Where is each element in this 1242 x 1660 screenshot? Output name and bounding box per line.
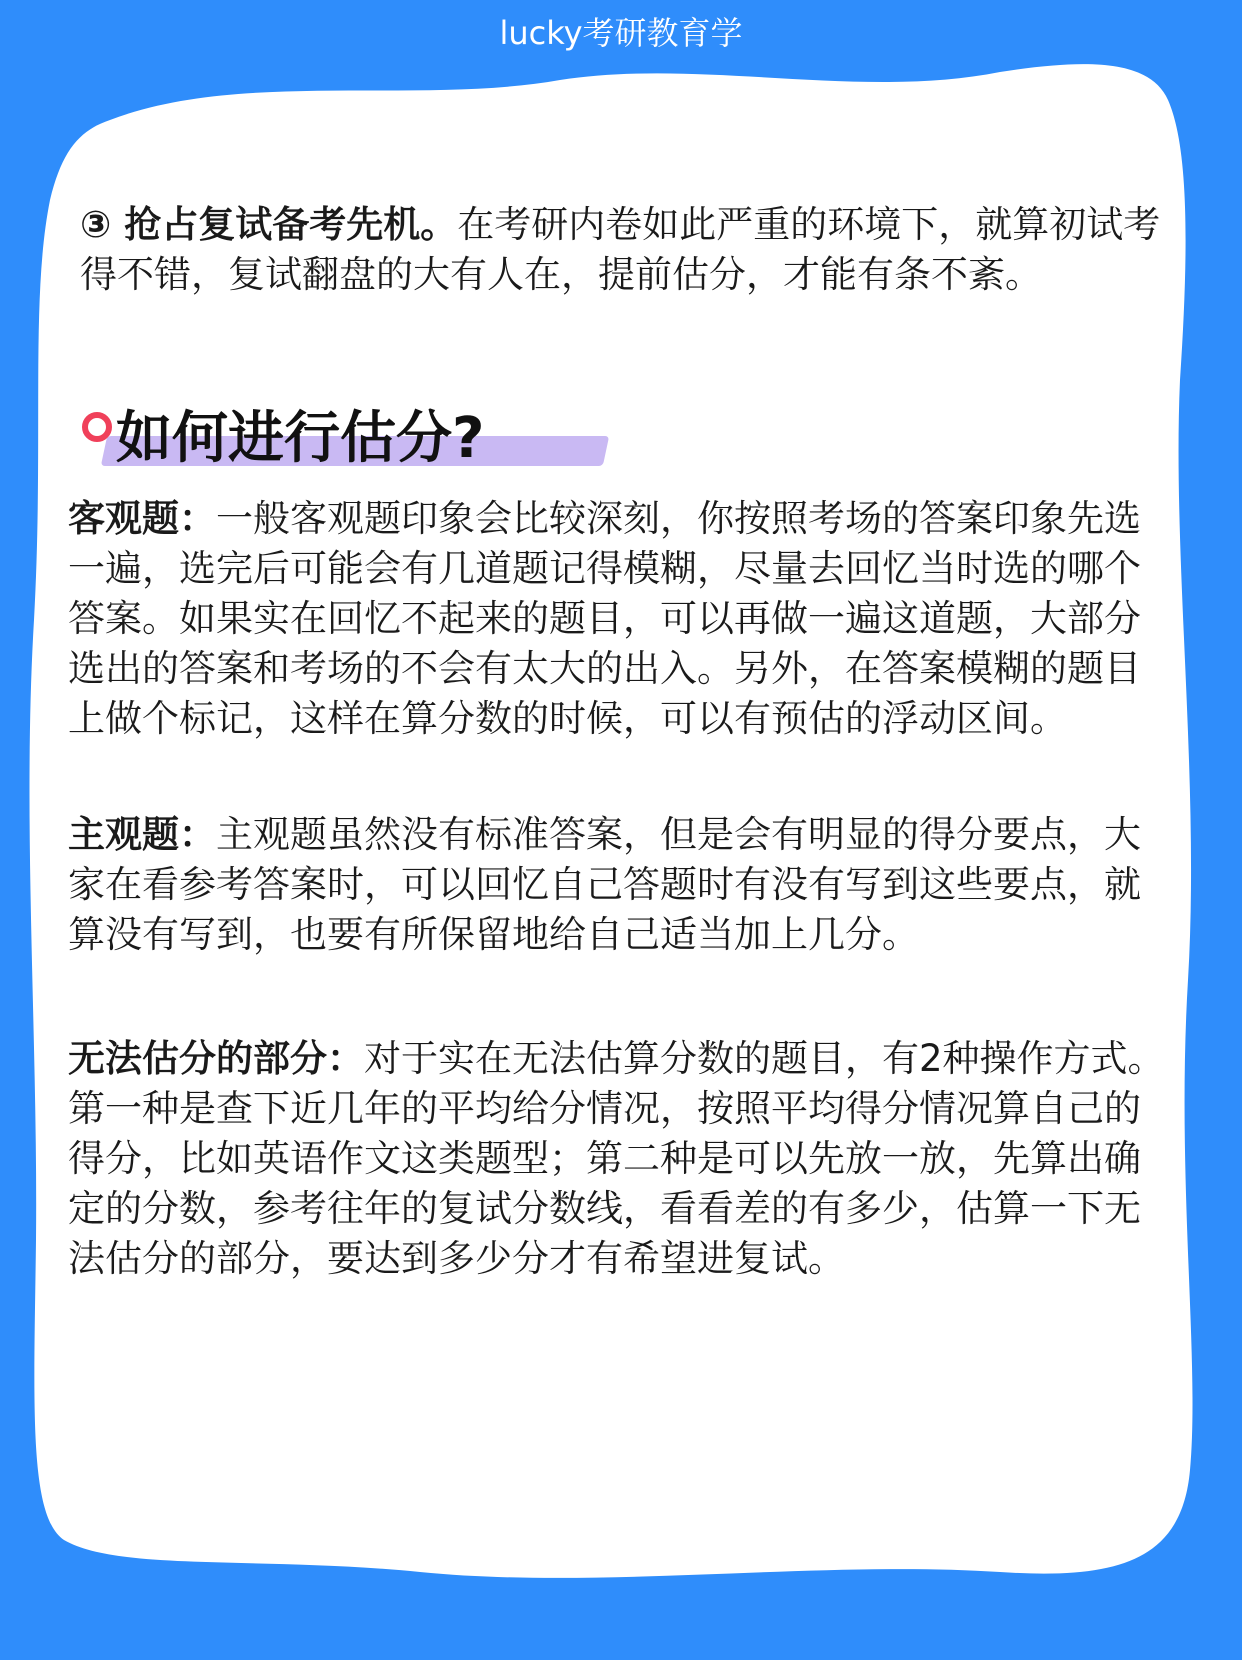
subjective-label: 主观题： bbox=[68, 813, 216, 856]
objective-text: 一般客观题印象会比较深刻，你按照考场的答案印象先选一遍，选完后可能会有几道题记得模糊，尽量去回忆当时选的哪个答案。如果实在回忆不起来的题目，可以再做一遍这道题，大部分选出的答案和考场的不会有太大的出入。另外，在答案模糊的题目上做个标记，这样在算分数的时候，可以有预估的浮动区间。 bbox=[68, 497, 1141, 740]
objective-label: 客观题： bbox=[68, 497, 216, 540]
point3-text: 在考研内卷如此严重的环境下，就算初试考得不错，复试翻盘的大有人在，提前估分，才能有条不紊。 bbox=[80, 203, 1161, 296]
subjective-text: 主观题虽然没有标准答案，但是会有明显的得分要点，大家在看参考答案时，可以回忆自己答题时有没有写到这些要点，就算没有写到，也要有所保留地给自己适当加上几分。 bbox=[68, 813, 1141, 956]
unestimable-label: 无法估分的部分： bbox=[68, 1037, 364, 1080]
unestimable-text: 对于实在无法估算分数的题目，有2种操作方式。第一种是查下近几年的平均给分情况，按照平均得分情况算自己的得分，比如英语作文这类题型；第二种是可以先放一放，先算出确定的分数，参考往年的复试分数线，看看差的有多少，估算一下无法估分的部分，要达到多少分才有希望进复试。 bbox=[68, 1037, 1165, 1280]
subjective-paragraph bbox=[68, 810, 1168, 960]
watermark-top: lucky考研教育学 bbox=[499, 14, 743, 52]
heading-title: 如何进行估分? bbox=[116, 406, 485, 471]
point3-paragraph bbox=[80, 200, 1170, 300]
unestimable-paragraph bbox=[68, 1034, 1168, 1284]
point3-label: ③ 抢占复试备考先机。 bbox=[80, 203, 458, 246]
objective-paragraph bbox=[68, 494, 1168, 744]
